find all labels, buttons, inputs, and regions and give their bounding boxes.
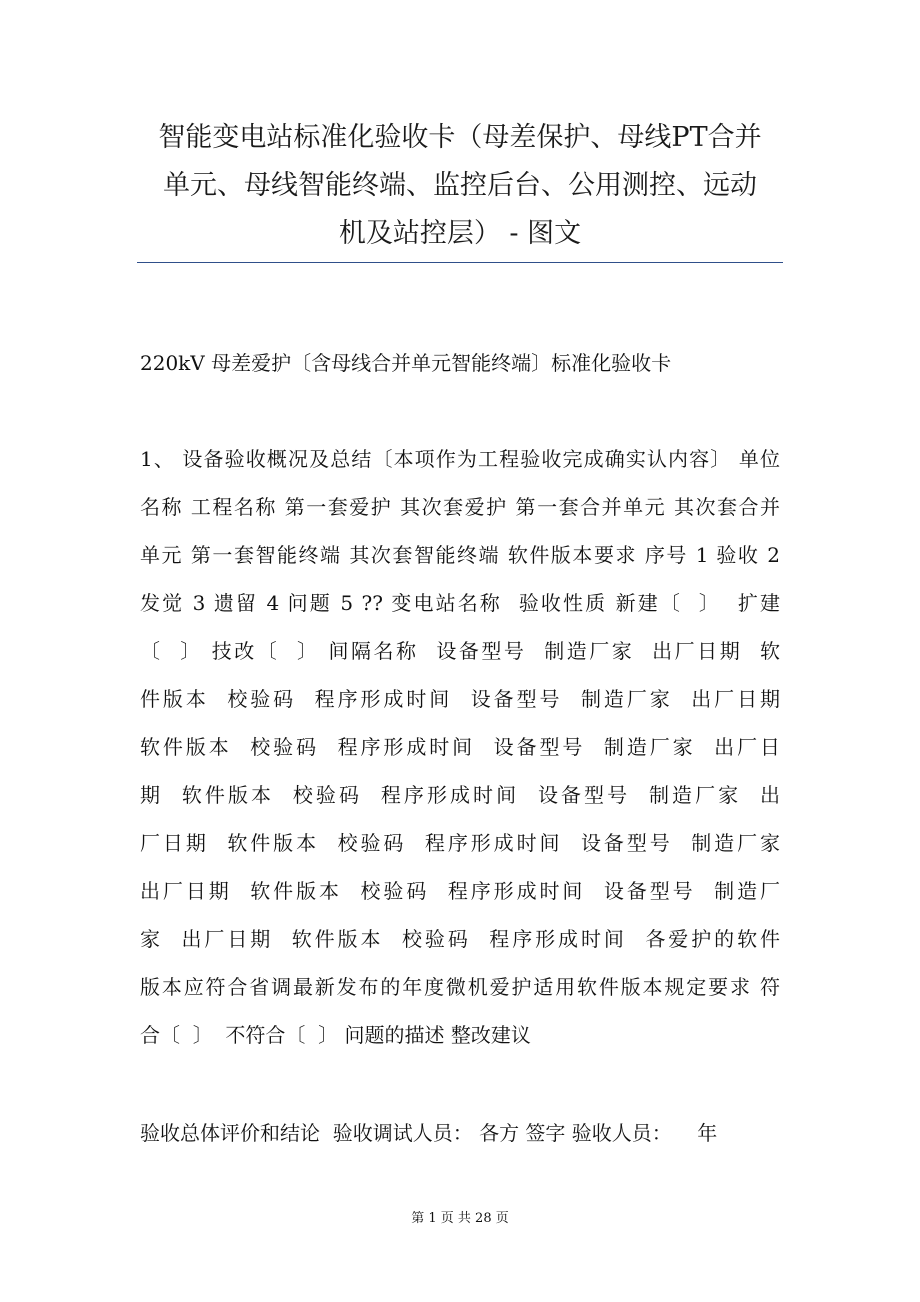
title-line: 智能变电站标准化验收卡（母差保护、母线PT合并 xyxy=(158,122,762,153)
body-line: 〔 〕 技改〔 〕 间隔名称 设备型号 制造厂家 出厂日期 软 xyxy=(140,639,780,663)
body-line: 出厂日期 软件版本 校验码 程序形成时间 设备型号 制造厂 xyxy=(140,879,780,903)
title-line: 单元、母线智能终端、监控后台、公用测控、远动 xyxy=(163,170,757,201)
conclusion-line: 验收总体评价和结论 验收调试人员： 各方 签字 验收人员： 年 xyxy=(140,1121,718,1145)
document-title xyxy=(137,114,783,258)
body-line: 合〔 〕 不符合〔 〕 问题的描述 整改建议 xyxy=(140,1023,531,1047)
body-line: 名称 工程名称 第一套爱护 其次套爱护 第一套合并单元 其次套合并 xyxy=(140,495,780,519)
body-line: 家 出厂日期 软件版本 校验码 程序形成时间 各爱护的软件 xyxy=(140,927,780,951)
body-line: 1、 设备验收概况及总结〔本项作为工程验收完成确实认内容〕 单位 xyxy=(140,447,780,471)
body-line: 期 软件版本 校验码 程序形成时间 设备型号 制造厂家 出 xyxy=(140,783,780,807)
section-heading: 220kV 母差爱护〔含母线合并单元智能终端〕标准化验收卡 xyxy=(140,351,672,375)
body-line: 单元 第一套智能终端 其次套智能终端 软件版本要求 序号 1 验收 2 xyxy=(140,543,780,567)
title-line: 机及站控层） - 图文 xyxy=(338,218,582,249)
body-line: 件版本 校验码 程序形成时间 设备型号 制造厂家 出厂日期 xyxy=(140,687,780,711)
body-line: 厂日期 软件版本 校验码 程序形成时间 设备型号 制造厂家 xyxy=(140,831,780,855)
title-divider xyxy=(137,262,783,263)
body-line: 版本应符合省调最新发布的年度微机爱护适用软件版本规定要求 符 xyxy=(140,975,780,999)
page-footer: 第 1 页 共 28 页 xyxy=(411,1211,509,1226)
body-line: 软件版本 校验码 程序形成时间 设备型号 制造厂家 出厂日 xyxy=(140,735,780,759)
body-line: 发觉 3 遗留 4 问题 5 ?? 变电站名称 验收性质 新建〔 〕 扩建 xyxy=(140,591,780,615)
